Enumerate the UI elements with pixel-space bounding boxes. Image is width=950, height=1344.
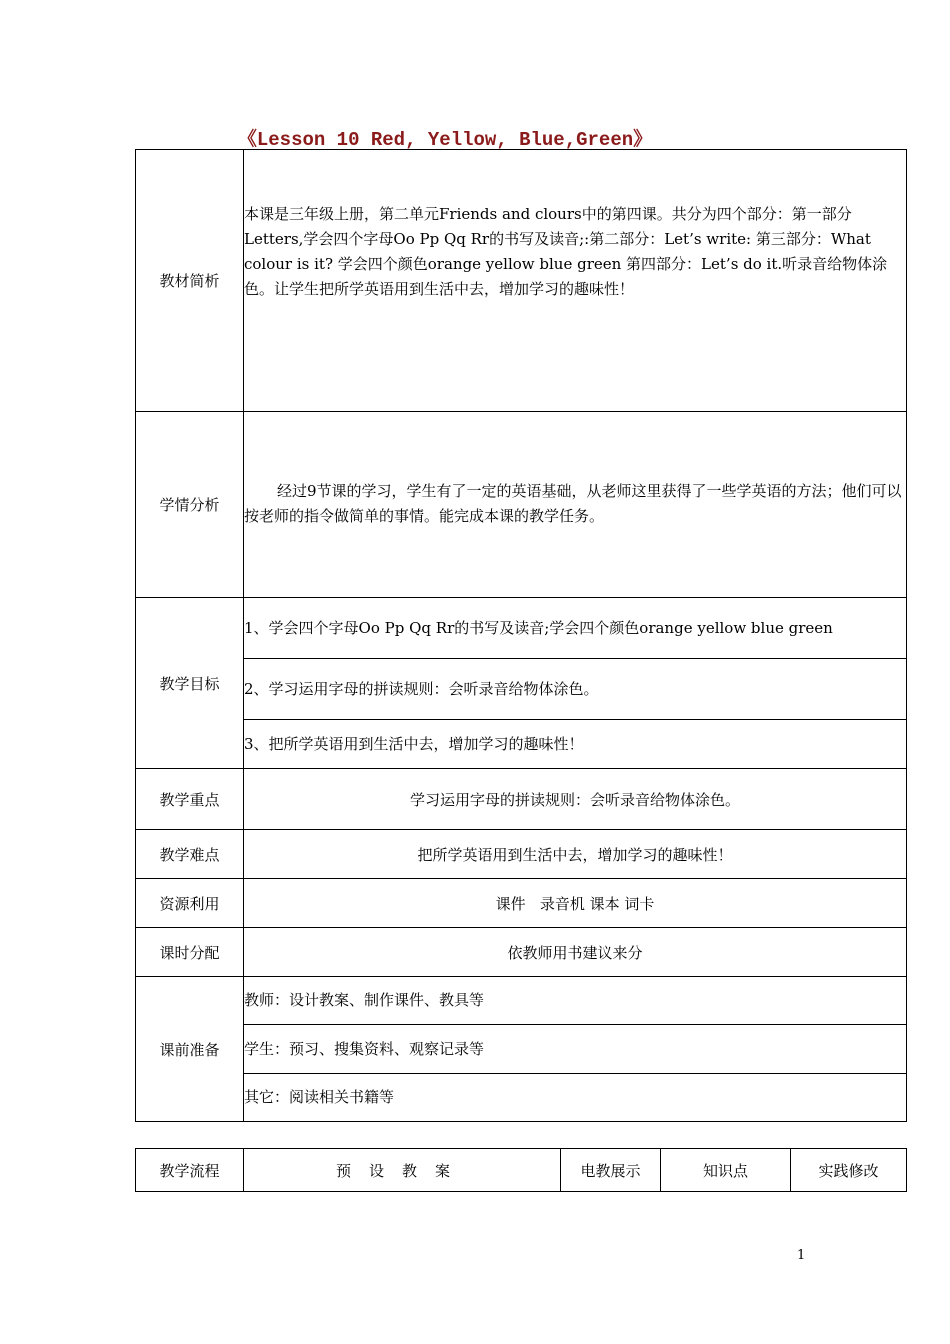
- table-row: [136, 977, 907, 1025]
- goal-item: 3、把所学英语用到生活中去，增加学习的趣味性！: [244, 720, 907, 769]
- row-label-key-points: 教学重点: [136, 769, 244, 830]
- row-label-resources: 资源利用: [136, 879, 244, 928]
- preparation-item: 教师：设计教案、制作课件、教具等: [244, 977, 907, 1025]
- header-revision: 实践修改: [791, 1149, 907, 1192]
- time-allocation: 依教师用书建议来分: [244, 928, 907, 977]
- table-row: [136, 879, 907, 928]
- table-row: [136, 412, 907, 598]
- row-label-students: 学情分析: [136, 412, 244, 598]
- goal-item: 1、学会四个字母Oo Pp Qq Rr的书写及读音;学会四个颜色orange yellow blue green: [244, 598, 907, 659]
- teaching-flow-table: [135, 1148, 907, 1192]
- difficulties: 把所学英语用到生活中去，增加学习的趣味性！: [244, 830, 907, 879]
- table-row: [136, 720, 907, 769]
- table-row: [136, 150, 907, 412]
- table-row: [136, 1074, 907, 1122]
- key-points: 学习运用字母的拼读规则：会听录音给物体涂色。: [244, 769, 907, 830]
- goal-item: 2、学习运用字母的拼读规则：会听录音给物体涂色。: [244, 659, 907, 720]
- row-label-goals: 教学目标: [136, 598, 244, 769]
- lesson-plan-table: [135, 149, 907, 1122]
- preparation-item: 学生：预习、搜集资料、观察记录等: [244, 1025, 907, 1074]
- header-knowledge: 知识点: [661, 1149, 791, 1192]
- table-row: [136, 928, 907, 977]
- header-display: 电教展示: [561, 1149, 661, 1192]
- table-row: [136, 659, 907, 720]
- resources: 课件 录音机 课本 词卡: [244, 879, 907, 928]
- table-row: [136, 1025, 907, 1074]
- row-label-preparation: 课前准备: [136, 977, 244, 1122]
- preparation-item: 其它：阅读相关书籍等: [244, 1074, 907, 1122]
- row-label-time: 课时分配: [136, 928, 244, 977]
- document-title: 《Lesson 10 Red, Yellow, Blue,Green》: [237, 129, 653, 151]
- header-process: 教学流程: [136, 1149, 244, 1192]
- row-label-textbook: 教材简析: [136, 150, 244, 412]
- student-analysis: [244, 412, 907, 598]
- page-number: 1: [797, 1248, 806, 1263]
- textbook-analysis: [244, 150, 907, 412]
- table-row: [136, 598, 907, 659]
- table-row: [136, 830, 907, 879]
- table-header-row: [136, 1149, 907, 1192]
- textbook-analysis-text: 本课是三年级上册，第二单元Friends and clours中的第四课。共分为四个部分：第一部分Letters,学会四个字母Oo Pp Qq Rr的书写及读音;:第二部分：Let’s write: 第三部分：What colour is it? 学会四个颜色orange yellow blue green 第四部分：Let’s do it.听录音给物体涂色。让学生把所学英语用到生活中去，增加学习的趣味性！: [244, 205, 888, 298]
- header-plan: 预设教案: [244, 1149, 561, 1192]
- row-label-difficulties: 教学难点: [136, 830, 244, 879]
- table-row: [136, 769, 907, 830]
- student-analysis-text: 经过9节课的学习，学生有了一定的英语基础，从老师这里获得了一些学英语的方法；他们可以按老师的指令做简单的事情。能完成本课的教学任务。: [244, 482, 902, 525]
